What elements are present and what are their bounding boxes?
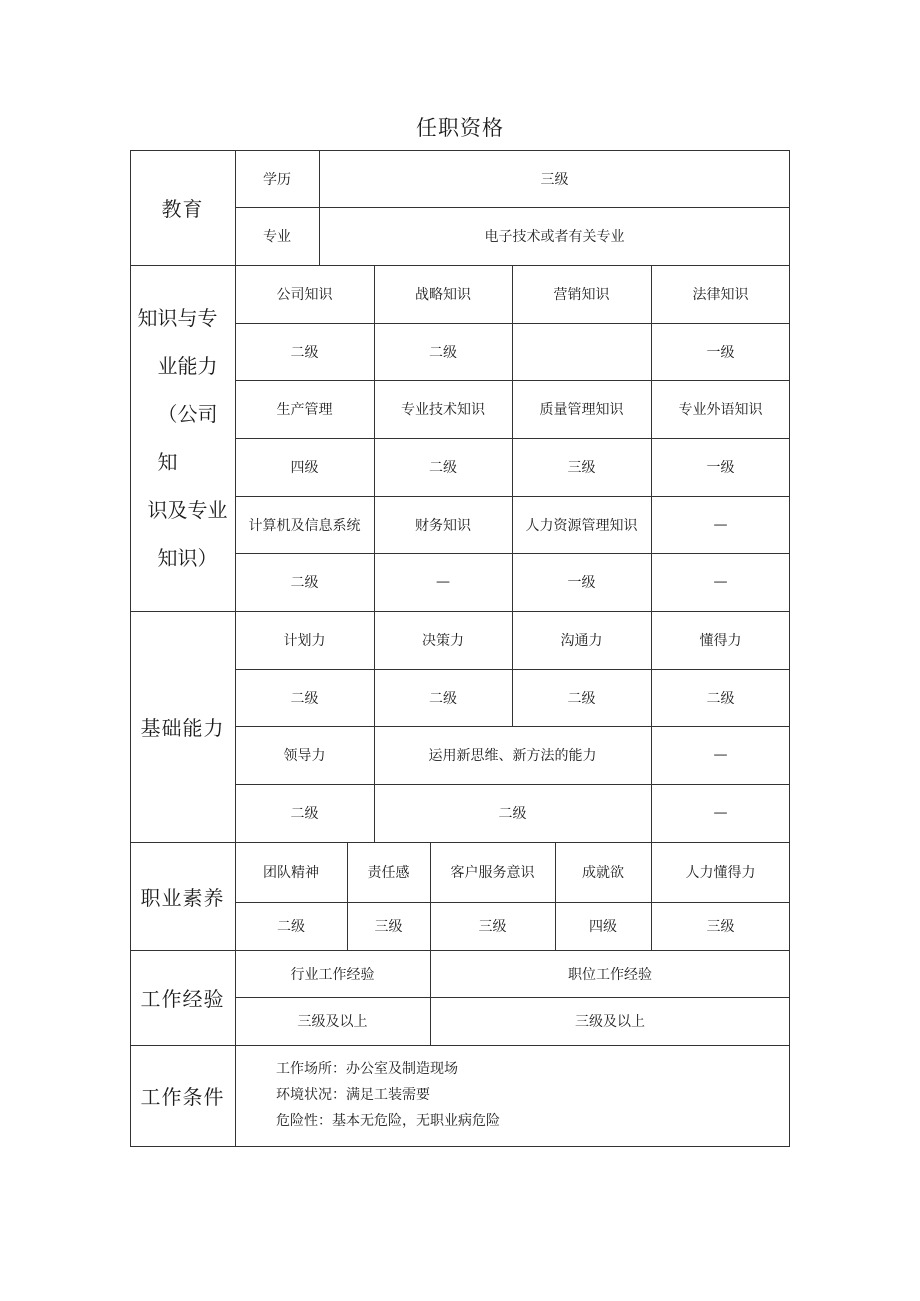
work-conditions-text [276,1056,500,1134]
basic-level: 二级 [290,690,319,707]
basic-header: — [713,747,728,763]
knowledge-level: — [436,574,450,590]
education-label: 教育 [161,197,204,221]
degree-label: 学历 [263,171,291,188]
knowledge-header: 人力资源管理知识 [525,517,638,534]
quality-level: 三级 [706,919,735,935]
basic-level: 二级 [429,690,457,707]
knowledge-level [512,323,651,380]
knowledge-header: 生产管理 [276,402,333,418]
condition-line: 工作场所：办公室及制造现场 [276,1061,458,1077]
basic-header: 运用新思维、新方法的能力 [428,748,597,764]
knowledge-header: 财务知识 [415,517,471,534]
qualification-table [130,150,790,1147]
knowledge-level: 二级 [290,575,319,591]
work-conditions-label: 工作条件 [140,1085,225,1109]
basic-header: 计划力 [283,633,326,649]
basic-header: 领导力 [283,748,326,764]
condition-line: 危险性：基本无危险，无职业病危险 [276,1113,500,1129]
knowledge-header: 战略知识 [415,287,471,303]
page-title: 任职资格 [416,116,504,140]
degree-value: 三级 [540,171,569,188]
experience-level: 三级及以上 [297,1014,368,1030]
quality-header: 成就欲 [582,865,624,881]
experience-level: 三级及以上 [575,1014,645,1030]
major-label: 专业 [263,229,291,245]
basic-level: 二级 [567,690,596,707]
knowledge-level: 一级 [567,575,596,591]
knowledge-header: 法律知识 [692,287,749,303]
quality-header: 客户服务意识 [450,865,535,881]
knowledge-header: 营销知识 [553,287,610,303]
knowledge-level: 二级 [429,344,457,361]
knowledge-header: 计算机及信息系统 [248,517,361,534]
knowledge-level: 二级 [290,344,319,361]
knowledge-level: 二级 [429,460,457,476]
quality-header: 团队精神 [263,865,319,881]
knowledge-header: 公司知识 [276,287,333,303]
quality-level: 三级 [478,919,507,935]
experience-header: 行业工作经验 [290,966,375,983]
professional-quality-label: 职业素养 [140,885,225,910]
basic-level: — [713,805,728,821]
basic-header: 懂得力 [699,633,742,649]
basic-level: 二级 [498,806,527,822]
quality-level: 四级 [589,919,617,935]
quality-header: 人力懂得力 [685,865,756,881]
quality-header: 责任感 [367,865,410,881]
knowledge-label: 知识与专 业能力 （公司 知 识及专业 知识） [137,306,228,570]
work-experience-label: 工作经验 [140,987,225,1011]
quality-level: 二级 [277,919,305,935]
basic-header: 沟通力 [560,633,603,649]
basic-level: 二级 [290,806,319,822]
quality-level: 三级 [374,919,403,935]
knowledge-level: 四级 [290,460,319,476]
knowledge-header: 专业外语知识 [678,402,763,418]
knowledge-header: — [713,516,728,533]
knowledge-level: — [713,574,728,590]
knowledge-level: 一级 [706,344,735,361]
basic-level: 二级 [706,690,735,707]
knowledge-header: 质量管理知识 [539,402,624,418]
knowledge-level: 一级 [706,460,735,476]
basic-ability-label: 基础能力 [140,716,225,740]
major-value: 电子技术或者有关专业 [484,229,625,245]
experience-header: 职位工作经验 [568,966,652,983]
condition-line: 环境状况：满足工装需要 [276,1087,430,1103]
knowledge-level: 三级 [567,460,596,476]
knowledge-header: 专业技术知识 [401,402,485,418]
basic-header: 决策力 [422,633,464,649]
